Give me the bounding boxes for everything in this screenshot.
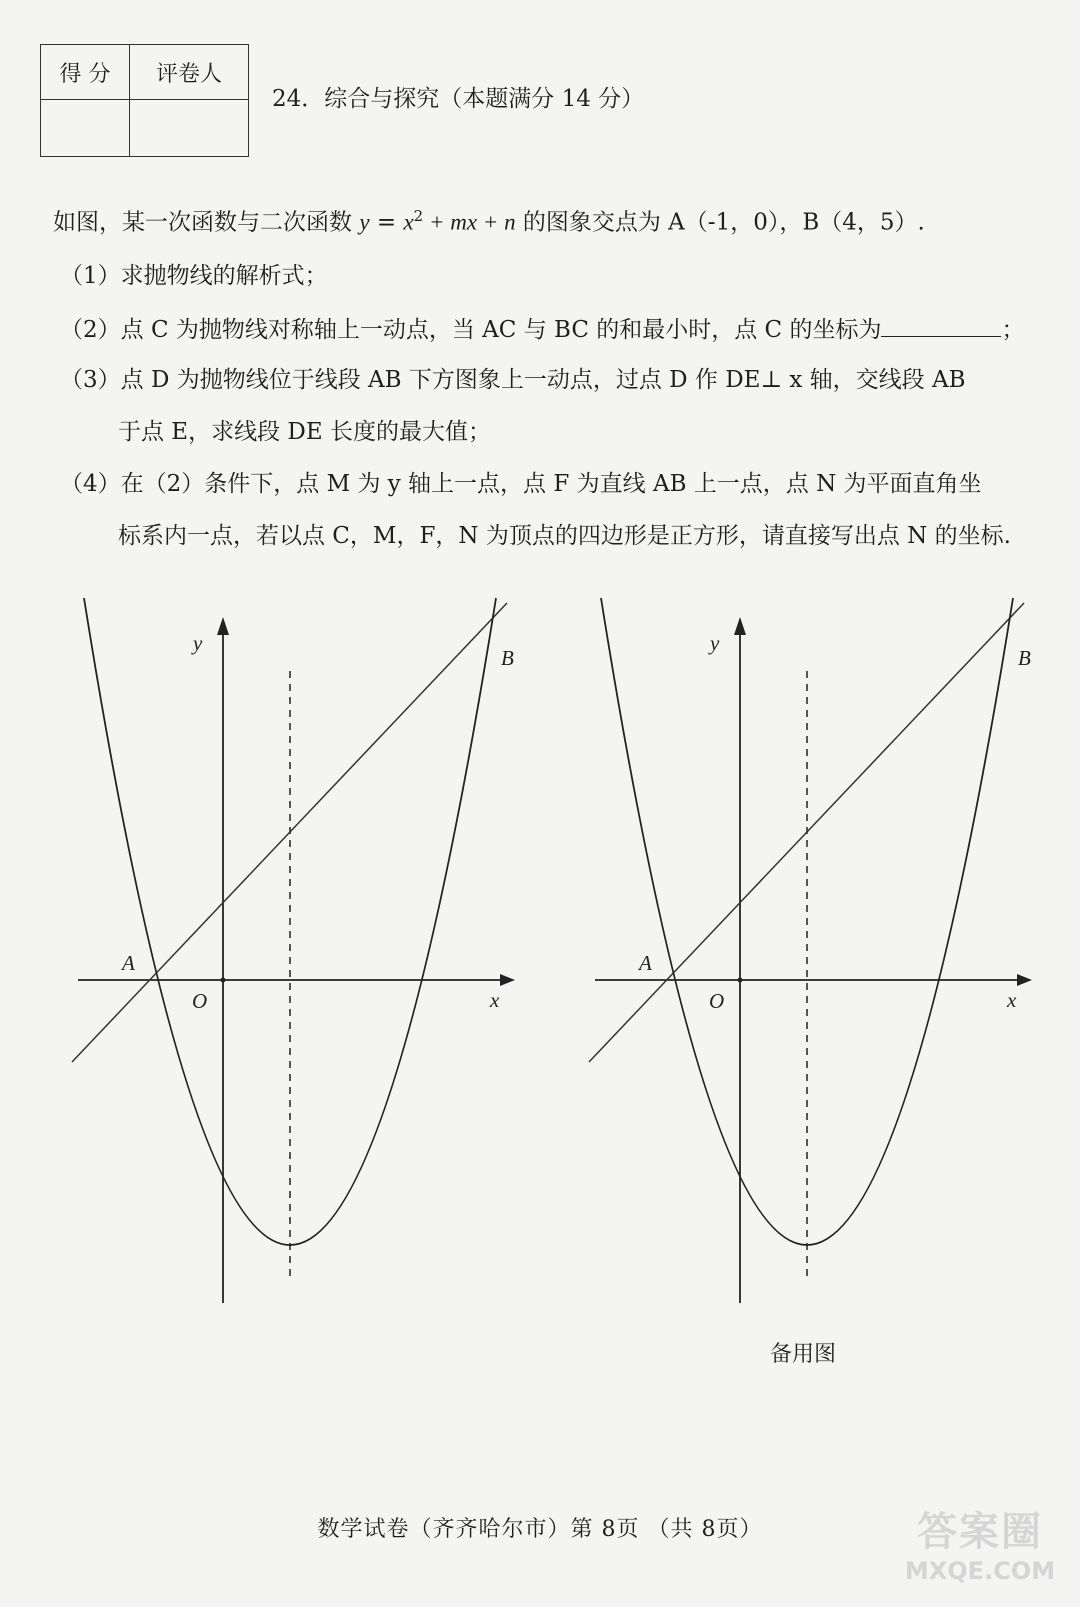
x-axis-arrow — [1017, 974, 1032, 986]
point-a-label: A — [122, 951, 135, 975]
score-label: 得 分 — [41, 45, 130, 100]
point-a-label: A — [639, 951, 652, 975]
watermark-line2: MXQE.COM — [904, 1557, 1056, 1585]
spare-figure — [577, 595, 1037, 1305]
x-label: x — [490, 988, 500, 1012]
origin-label: O — [709, 989, 725, 1013]
question-title: 24．综合与探究（本题满分 14 分） — [272, 86, 645, 112]
part-2 — [60, 312, 1024, 346]
origin-point — [738, 978, 743, 983]
formula-rest: + mx + n — [423, 209, 516, 235]
part-1-num: （1） — [60, 263, 121, 289]
main-figure — [60, 595, 520, 1305]
grader-label: 评卷人 — [130, 45, 249, 100]
formula-eq: = — [369, 209, 404, 236]
grader-cell — [130, 100, 249, 157]
part-1 — [60, 260, 328, 292]
formula-x: x — [403, 209, 414, 235]
question-intro — [53, 200, 925, 239]
point-b-label: B — [1018, 646, 1031, 670]
intro-post: 的图象交点为 A（-1，0），B（4，5）. — [515, 209, 925, 236]
x-label: x — [1007, 988, 1017, 1012]
part-3-cont: 于点 E，求线段 DE 长度的最大值； — [118, 419, 491, 445]
part-4-num: （4） — [60, 471, 121, 497]
x-axis-arrow — [500, 974, 515, 986]
part-3-text: 点 D 为抛物线位于线段 AB 下方图象上一动点，过点 D 作 DE⊥ x 轴，交线段 AB — [120, 367, 966, 393]
page-footer: 数学试卷（齐齐哈尔市）第 8页 （共 8页） — [317, 1517, 763, 1542]
origin-label: O — [192, 989, 208, 1013]
y-axis-arrow — [217, 617, 229, 635]
origin-point — [221, 978, 226, 983]
score-table — [40, 44, 249, 157]
score-cell — [41, 100, 130, 157]
answer-blank[interactable] — [881, 312, 1001, 337]
part-4 — [60, 468, 982, 500]
formula-exponent: 2 — [413, 207, 424, 225]
y-axis-arrow — [734, 617, 746, 635]
y-label: y — [710, 631, 720, 655]
watermark-logo — [900, 1500, 1060, 1595]
y-label: y — [193, 631, 203, 655]
part-3 — [60, 364, 966, 396]
part-2-text: 点 C 为抛物线对称轴上一动点，当 AC 与 BC 的和最小时，点 C 的坐标为 — [120, 317, 882, 343]
part-4-text: 在（2）条件下，点 M 为 y 轴上一点，点 F 为直线 AB 上一点，点 N 为平面直角坐 — [120, 471, 982, 497]
part-4-cont: 标系内一点，若以点 C，M，F，N 为顶点的四边形是正方形，请直接写出点 N 的坐标. — [118, 523, 1011, 549]
part-2-num: （2） — [60, 317, 121, 343]
watermark-line1: 答案圈 — [917, 1509, 1043, 1555]
intro-pre: 如图，某一次函数与二次函数 — [53, 209, 360, 236]
part-3-num: （3） — [60, 367, 121, 393]
part-1-text: 求抛物线的解析式； — [120, 263, 328, 289]
point-b-label: B — [501, 646, 514, 670]
formula-lhs: y — [359, 209, 370, 235]
part-2-tail: ； — [1001, 317, 1025, 343]
spare-figure-caption: 备用图 — [770, 1342, 837, 1367]
